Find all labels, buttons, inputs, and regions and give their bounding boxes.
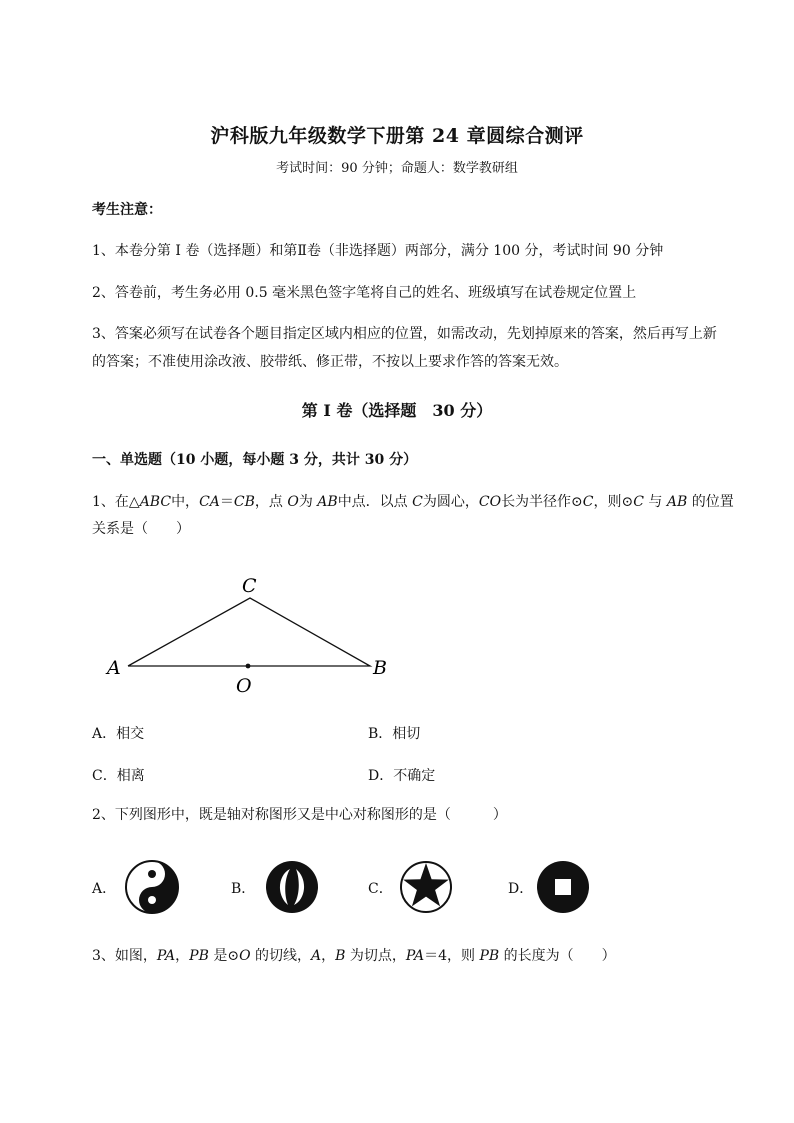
q3-var: B xyxy=(335,948,346,964)
notice-item-3-cont: 的答案；不准使用涂改液、胶带纸、修正带，不按以上要求作答的答案无效。 xyxy=(92,354,568,370)
q3-text-part: 3、如图， xyxy=(92,948,157,964)
q3-text-part: ， xyxy=(321,948,336,964)
part-heading: 一、单选题（10 小题，每小题 3 分，共计 30 分） xyxy=(92,452,418,468)
q1-var: AB xyxy=(666,494,688,510)
q1-option-a[interactable] xyxy=(92,723,144,743)
q3-text-part: 的长度为（ ） xyxy=(499,948,616,964)
q3-var: PB xyxy=(189,948,209,964)
q1-var: CO xyxy=(478,494,502,510)
option-key: B． xyxy=(368,726,393,742)
q3-var: PA xyxy=(156,948,176,964)
q1-option-c[interactable] xyxy=(92,765,145,785)
option-text: 相切 xyxy=(392,726,421,742)
q1-text-part: 与 xyxy=(643,494,667,510)
q1-text-part: 1、在△ xyxy=(92,494,140,510)
q1-text-part: 中， xyxy=(171,494,200,510)
q1-var: O xyxy=(287,494,299,510)
q1-var: C xyxy=(633,494,644,510)
q1-text-part: 为圆心， xyxy=(422,494,479,510)
q1-option-b[interactable] xyxy=(368,723,420,743)
option-key: B． xyxy=(231,881,256,897)
q1-text-part: ，点 xyxy=(254,494,288,510)
yin-yang-icon xyxy=(124,859,180,915)
q1-text-part: 的位置 xyxy=(687,494,734,510)
option-text: 不确定 xyxy=(393,768,436,784)
option-text: 相离 xyxy=(116,768,145,784)
notice-item-1: 1、本卷分第 I 卷（选择题）和第Ⅱ卷（非选择题）两部分，满分 100 分，考试时间 90 分钟 xyxy=(92,243,664,259)
q1-var: CA xyxy=(199,494,220,510)
q3-text-part: 的切线， xyxy=(250,948,312,964)
option-key: D． xyxy=(368,768,394,784)
triangle-abc xyxy=(128,598,370,666)
question-3-text xyxy=(92,942,616,970)
option-text: 相交 xyxy=(116,726,145,742)
option-key: D． xyxy=(508,881,534,897)
q3-text-part: 为切点， xyxy=(345,948,406,964)
q1-var: AB xyxy=(317,494,338,510)
question-2-text: 2、下列图形中，既是轴对称图形又是中心对称图形的是（ ） xyxy=(92,807,507,823)
exam-info: 考试时间：90 分钟；命题人：数学教研组 xyxy=(276,161,518,176)
triangle-figure xyxy=(100,568,400,698)
q3-text-part: ， xyxy=(175,948,190,964)
label-a: A xyxy=(107,657,121,679)
q1-text-part: 中点．以点 xyxy=(337,494,413,510)
q1-text-part: ，则⊙ xyxy=(593,494,634,510)
q3-var: PB xyxy=(479,948,500,964)
q1-var: C xyxy=(582,494,594,510)
notice-item-2: 2、答卷前，考生务必用 0.5 毫米黑色签字笔将自己的姓名、班级填写在试卷规定位置上 xyxy=(92,285,637,301)
question-1-text xyxy=(92,488,734,516)
q2-option-a[interactable] xyxy=(92,878,116,898)
page-title: 沪科版九年级数学下册第 24 章圆综合测评 xyxy=(210,125,584,147)
notice-item-3: 3、答案必须写在试卷各个题目指定区域内相应的位置，如需改动，先划掉原来的答案，然后再写上新 xyxy=(92,326,717,342)
q1-text-part: ＝ xyxy=(219,494,234,510)
q2-option-b[interactable] xyxy=(231,878,255,898)
option-key: A． xyxy=(92,881,117,897)
point-o-dot xyxy=(246,664,251,669)
q2-option-d[interactable] xyxy=(508,878,533,898)
q1-var: CB xyxy=(233,494,255,510)
square-in-circle-icon xyxy=(535,859,591,915)
q1-var: ABC xyxy=(139,494,172,510)
section-title: 第 I 卷（选择题 30 分） xyxy=(301,401,493,420)
notice-heading: 考生注意： xyxy=(92,202,162,218)
q3-var: PA xyxy=(405,948,425,964)
q1-text-part: 为 xyxy=(298,494,318,510)
q3-text-part: ＝4，则 xyxy=(424,948,480,964)
label-o: O xyxy=(236,675,252,697)
curved-shapes-circle-icon xyxy=(264,859,320,915)
q3-var: A xyxy=(311,948,322,964)
q3-var: O xyxy=(239,948,251,964)
option-key: C． xyxy=(92,768,117,784)
option-key: A． xyxy=(92,726,117,742)
question-1-text-cont: 关系是（ ） xyxy=(92,521,190,537)
q1-option-d[interactable] xyxy=(368,765,435,785)
option-key: C． xyxy=(368,881,393,897)
q3-text-part: 是⊙ xyxy=(208,948,240,964)
star-in-circle-icon xyxy=(398,859,454,915)
label-c: C xyxy=(242,575,257,597)
q1-var: C xyxy=(412,494,423,510)
label-b: B xyxy=(373,657,387,679)
q1-text-part: 长为半径作⊙ xyxy=(501,494,583,510)
q2-option-c[interactable] xyxy=(368,878,393,898)
